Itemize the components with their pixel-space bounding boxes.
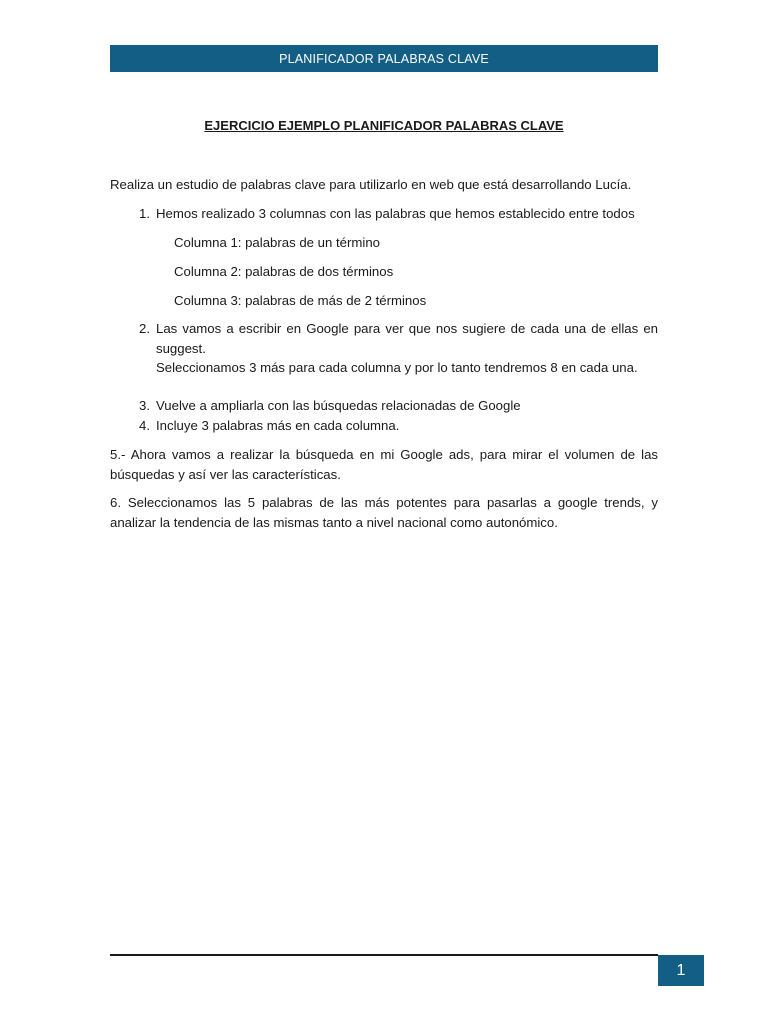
list-item-continuation: Seleccionamos 3 más para cada columna y por lo tanto tendremos 8 en cada una. xyxy=(156,360,638,375)
list-number: 4. xyxy=(139,418,150,433)
header-bar xyxy=(110,45,658,72)
list-item: Hemos realizado 3 columnas con las palabras que hemos establecido entre todos xyxy=(156,206,635,221)
page-number: 1 xyxy=(676,961,686,979)
list-number: 2. xyxy=(139,321,150,336)
list-number: 3. xyxy=(139,398,150,413)
document-title: EJERCICIO EJEMPLO PLANIFICADOR PALABRAS CLAVE xyxy=(204,118,564,133)
list-item: Incluye 3 palabras más en cada columna. xyxy=(156,418,400,433)
page-number-badge xyxy=(658,955,704,986)
column-item: Columna 3: palabras de más de 2 términos xyxy=(174,293,427,308)
intro-paragraph: Realiza un estudio de palabras clave para utilizarlo en web que está desarrollando Lucía. xyxy=(110,177,632,192)
paragraph-5: 5.- Ahora vamos a realizar la búsqueda en mi Google ads, para mirar el volumen de las búsquedas y así ver las características. xyxy=(110,447,658,482)
header-title: PLANIFICADOR PALABRAS CLAVE xyxy=(279,51,489,66)
list-item: Vuelve a ampliarla con las búsquedas relacionadas de Google xyxy=(156,398,521,413)
list-item: Las vamos a escribir en Google para ver que nos sugiere de cada una de ellas en suggest. xyxy=(156,321,658,356)
paragraph-6: 6. Seleccionamos las 5 palabras de las más potentes para pasarlas a google trends, y analizar la tendencia de las mismas tanto a nivel nacional como autonómico. xyxy=(110,495,658,530)
footer-divider xyxy=(110,954,658,956)
column-item: Columna 1: palabras de un término xyxy=(174,235,380,250)
column-item: Columna 2: palabras de dos términos xyxy=(174,264,394,279)
list-number: 1. xyxy=(139,206,150,221)
